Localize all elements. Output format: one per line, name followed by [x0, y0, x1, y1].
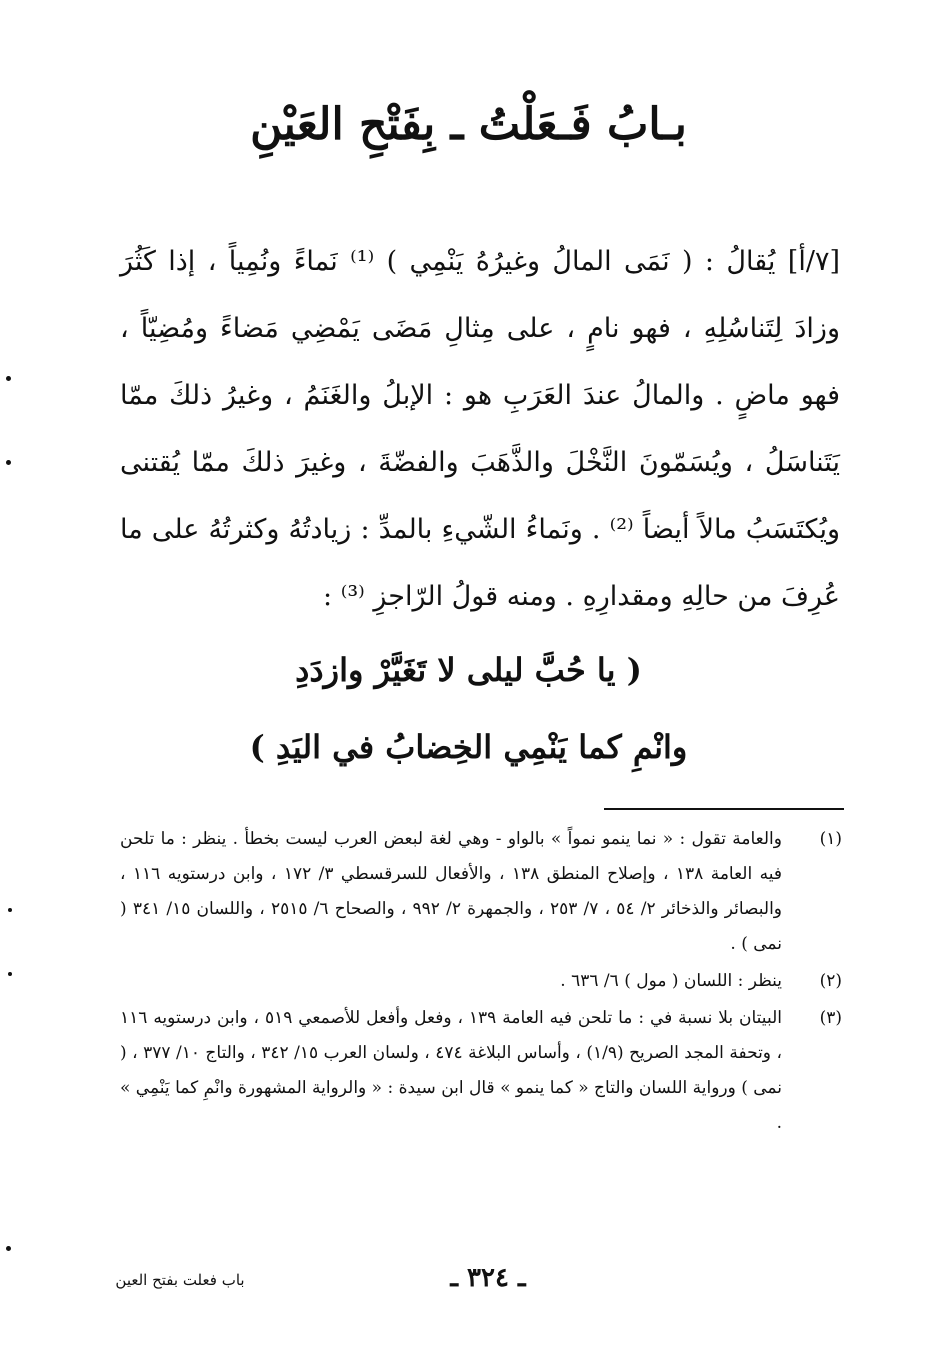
- chapter-title: بـابُ فَـعَلْتُ ـ بِفَتْحِ العَيْنِ: [250, 99, 687, 150]
- footnote-3: [120, 1001, 842, 1141]
- footnote-separator: [604, 808, 844, 810]
- footnote-text: البيتان بلا نسبة في : ما تلحن فيه العامة ١٣٩ ، وفعل وأفعل للأصمعي ٥١٩ ، وابن درستويه ١١٦ ، وتحفة المجد الصريح (١/٩) ، وأساس البلاغة ٤٧٤ ، ولسان العرب ١٥/ ٣٤٢ ، والتاج ١٠/ ٣٧٧ ، ( نمى ) ورواية اللسان والتاج « كما ينمو » قال ابن سيدة : « والرواية المشهورة وانْمِ كما يَنْمِي » .: [120, 1008, 782, 1133]
- footnote-text: والعامة تقول : « نما ينمو نمواً » بالواو - وهي لغة لبعض العرب ليست بخطأ . ينظر : ما تلحن فيه العامة ١٣٨ ، وإصلاح المنطق ١٣٨ ، والأفعال للسرقسطي ٣/ ١٧٢ ، وابن درستويه ١١٦ ، والبصائر والذخائر ٢/ ٥٤ ، ٧/ ٢٥٣ ، والجمهرة ٢/ ٩٩٢ ، والصحاح ٦/ ٢٥١٥ ، واللسان ١٥/ ٣٤١ ( نمى ) .: [120, 829, 783, 954]
- scan-speck: [8, 972, 12, 976]
- footnote-1: [120, 822, 842, 962]
- scan-speck: [8, 908, 12, 912]
- page-number: ـ ٣٢٤ ـ: [450, 1263, 526, 1293]
- main-paragraph: [120, 228, 840, 630]
- footnote-2: [120, 964, 842, 999]
- running-footer: باب فعلت بفتح العين: [115, 1271, 245, 1289]
- verse-line-1: ( يا حُبَّ ليلى لا تَغَيَّرْ وازدَدِ: [295, 651, 642, 689]
- scan-speck: [6, 1246, 11, 1251]
- scan-speck: [6, 376, 11, 381]
- paragraph-text: [٧/أ] يُقالُ : ( نَمَى المالُ وغيرُهُ يَنْمِي ) ⁽¹⁾ نَماءً ونُمِياً ، إذا كَثُرَ وزادَ لِتَناسُلِهِ ، فهو نامٍ ، على مِثالِ مَضَى يَمْضِي مَضاءً ومُضِيّاً ، فهو ماضٍ . والمالُ عندَ العَرَبِ هو : الإبلُ والغَنَمُ ، وغيرُ ذلكَ ممّا يَتَناسَلُ ، ويُسَمّونَ النَّخْلَ والذَّهَبَ والفضّةَ ، وغيرَ ذلكَ ممّا يُقتنى ويُكتَسَبُ مالاً أيضاً ⁽²⁾ . ونَماءُ الشّيءِ بالمدِّ : زيادتُهُ وكثرتُهُ على ما عُرِفَ من حالِهِ ومقدارِهِ . ومنه قولُ الرّاجزِ ⁽³⁾ :: [120, 246, 840, 612]
- footnote-number: (١): [819, 829, 842, 849]
- verse-line-2: وانْمِ كما يَنْمِي الخِضابُ في اليَدِ ): [249, 728, 688, 766]
- footnote-number: (٣): [819, 1008, 842, 1028]
- footnote-number: (٢): [819, 971, 842, 991]
- footnotes: [120, 822, 842, 1143]
- scan-speck: [6, 460, 11, 465]
- footnote-text: ينظر : اللسان ( مول ) ٦/ ٦٣٦ .: [560, 971, 782, 991]
